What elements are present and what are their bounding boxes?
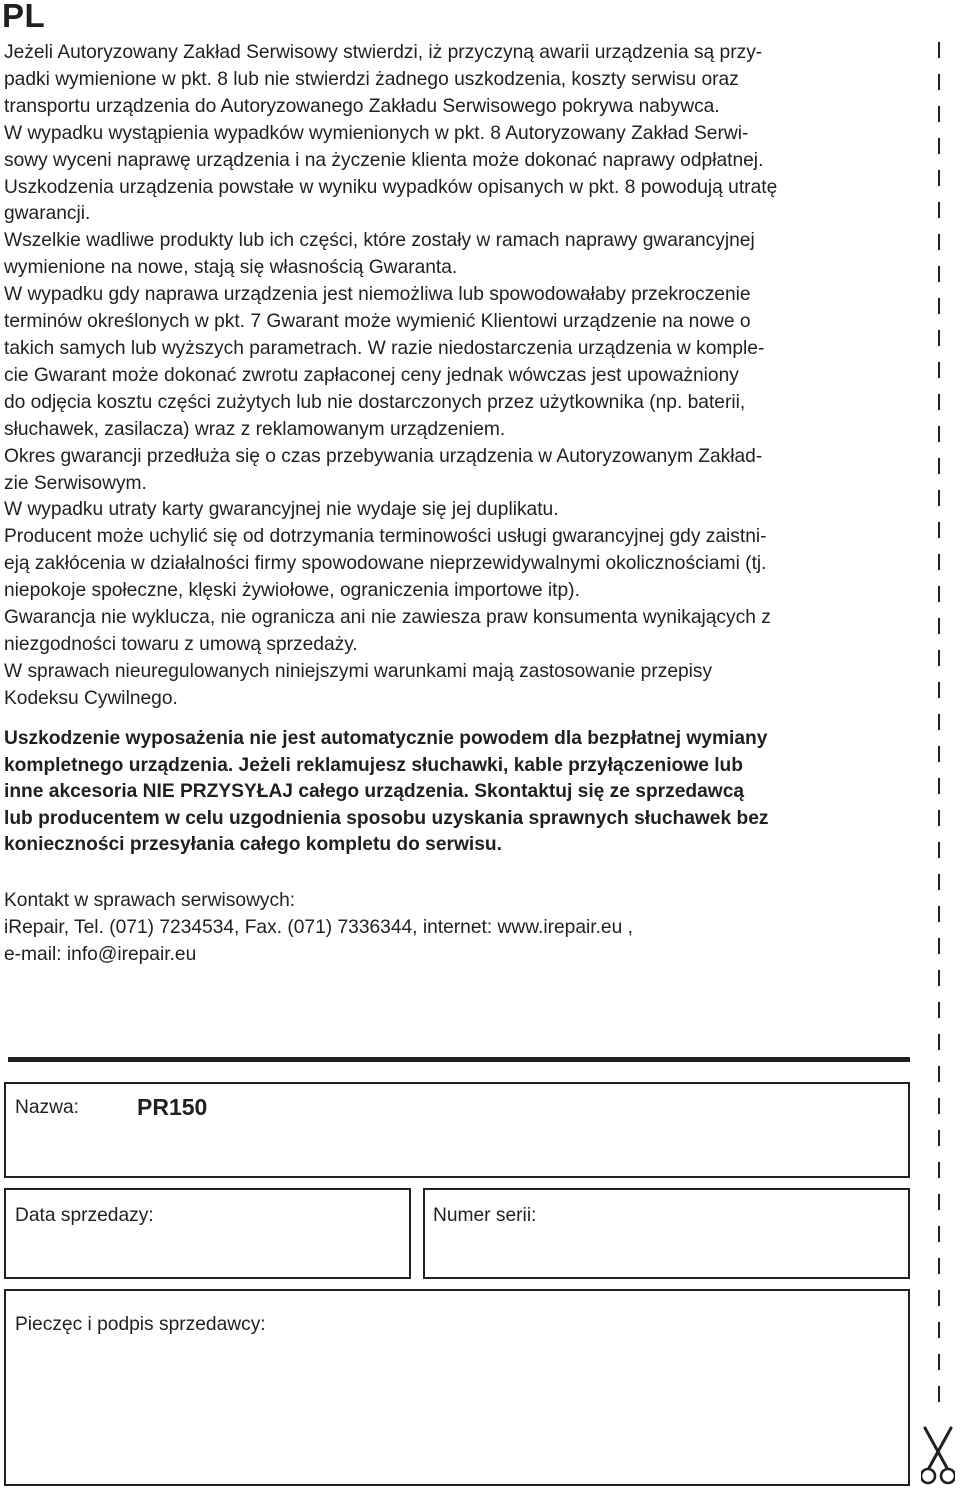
- cut-line-dash: [938, 746, 940, 762]
- cut-line-dash: [938, 362, 940, 378]
- cut-line-dash: [938, 1162, 940, 1178]
- sale-date-box: [4, 1188, 411, 1279]
- cut-line-dash: [938, 266, 940, 282]
- cut-line-dash: [938, 42, 940, 58]
- serial-number-label: Numer serii:: [433, 1205, 537, 1226]
- contact-line: Kontakt w sprawach serwisowych:: [4, 890, 296, 911]
- text-line: niepokoje społeczne, klęski żywiołowe, ograniczenia importowe itp).: [4, 580, 580, 602]
- cut-line-dash: [938, 906, 940, 922]
- cut-line-dash: [938, 1130, 940, 1146]
- serial-number-box: [423, 1188, 910, 1279]
- text-line: terminów określonych w pkt. 7 Gwarant może wymienić Klientowi urządzenie na nowe o: [4, 311, 751, 333]
- cut-line-dash: [938, 106, 940, 122]
- cut-line-dash: [938, 1098, 940, 1114]
- cut-line-dash: [938, 394, 940, 410]
- text-line: Okres gwarancji przedłuża się o czas przebywania urządzenia w Autoryzowanym Zakład-: [4, 445, 763, 467]
- text-line: W sprawach nieuregulowanych niniejszymi warunkami mają zastosowanie przepisy: [4, 660, 713, 682]
- text-line: Uszkodzenia urządzenia powstałe w wyniku wypadków opisanych w pkt. 8 powodują utratę: [4, 176, 778, 198]
- cut-line-dash: [938, 1194, 940, 1210]
- text-line: wymienione na nowe, stają się własnością Gwaranta.: [4, 257, 458, 279]
- language-heading: PL: [2, 0, 46, 34]
- text-line: W wypadku utraty karty gwarancyjnej nie wydaje się jej duplikatu.: [4, 499, 559, 521]
- cut-line-dash: [938, 74, 940, 90]
- notice-line: lub producentem w celu uzgodnienia sposobu uzyskania sprawnych słuchawek bez: [4, 807, 769, 829]
- cut-line-dash: [938, 170, 940, 186]
- cut-line-dash: [938, 618, 940, 634]
- cut-line-dash: [938, 1258, 940, 1274]
- cut-line: [930, 0, 950, 1420]
- cut-line-dash: [938, 202, 940, 218]
- text-line: eją zakłócenia w działalności firmy spowodowane nieprzewidywalnymi okolicznościami (tj.: [4, 553, 767, 575]
- cut-line-dash: [938, 522, 940, 538]
- cut-line-dash: [938, 1034, 940, 1050]
- text-line: gwarancji.: [4, 203, 91, 225]
- cut-line-dash: [938, 1354, 940, 1370]
- accessory-notice: [4, 726, 914, 859]
- text-line: cie Gwarant może dokonać zwrotu zapłaconej ceny jednak wówczas jest upoważniony: [4, 364, 739, 386]
- notice-line: konieczności przesyłania całego kompletu do serwisu.: [4, 834, 502, 856]
- cut-line-dash: [938, 1386, 940, 1402]
- cut-line-dash: [938, 1290, 940, 1306]
- text-line: W wypadku wystąpienia wypadków wymienionych w pkt. 8 Autoryzowany Zakład Serwi-: [4, 122, 749, 144]
- notice-line: inne akcesoria NIE PRZYSYŁAJ całego urządzenia. Skontaktuj się ze sprzedawcą: [4, 781, 745, 803]
- text-line: takich samych lub wyższych parametrach. W razie niedostarczenia urządzenia w komple-: [4, 337, 765, 359]
- warranty-terms-text: [4, 40, 914, 713]
- service-contact: [4, 888, 914, 969]
- cut-line-dash: [938, 330, 940, 346]
- cut-line-dash: [938, 810, 940, 826]
- text-line: sowy wyceni naprawę urządzenia i na życzenie klienta może dokonać naprawy odpłatnej.: [4, 149, 764, 171]
- contact-line: e-mail: info@irepair.eu: [4, 943, 197, 965]
- text-line: do odjęcia kosztu części zużytych lub nie dostarczonych przez użytkownika (np. baterii,: [4, 391, 746, 413]
- cut-line-dash: [938, 938, 940, 954]
- cut-line-dash: [938, 1002, 940, 1018]
- product-name-box: [4, 1082, 910, 1178]
- cut-line-dash: [938, 1322, 940, 1338]
- cut-line-dash: [938, 234, 940, 250]
- text-line: słuchawek, zasilacza) wraz z reklamowanym urządzeniem.: [4, 418, 506, 440]
- section-divider: [8, 1057, 910, 1062]
- cut-line-dash: [938, 138, 940, 154]
- cut-line-dash: [938, 970, 940, 986]
- text-line: Wszelkie wadliwe produkty lub ich części, które zostały w ramach naprawy gwarancyjnej: [4, 230, 755, 252]
- text-line: Kodeksu Cywilnego.: [4, 687, 178, 709]
- text-line: Gwarancja nie wyklucza, nie ogranicza ani nie zawiesza praw konsumenta wynikających z: [4, 607, 771, 629]
- seller-stamp-label: Pieczęc i podpis sprzedawcy:: [15, 1314, 266, 1335]
- name-value: PR150: [137, 1094, 208, 1120]
- cut-line-dash: [938, 298, 940, 314]
- sale-date-label: Data sprzedazy:: [15, 1205, 154, 1226]
- cut-line-dash: [938, 842, 940, 858]
- text-line: padki wymienione w pkt. 8 lub nie stwierdzi żadnego uszkodzenia, koszty serwisu oraz: [4, 68, 739, 90]
- notice-line: Uszkodzenie wyposażenia nie jest automatycznie powodem dla bezpłatnej wymiany: [4, 728, 768, 749]
- text-line: niezgodności towaru z umową sprzedaży.: [4, 633, 358, 655]
- scissors-icon: [921, 1426, 955, 1493]
- cut-line-dash: [938, 682, 940, 698]
- cut-line-dash: [938, 458, 940, 474]
- text-line: Producent może uchylić się od dotrzymania terminowości usługi gwarancyjnej gdy zaistni-: [4, 526, 767, 548]
- cut-line-dash: [938, 586, 940, 602]
- cut-line-dash: [938, 426, 940, 442]
- cut-line-dash: [938, 714, 940, 730]
- cut-line-dash: [938, 778, 940, 794]
- text-line: zie Serwisowym.: [4, 472, 147, 494]
- seller-stamp-box: [4, 1289, 910, 1486]
- text-line: Jeżeli Autoryzowany Zakład Serwisowy stwierdzi, iż przyczyną awarii urządzenia są przy-: [4, 42, 763, 63]
- notice-line: kompletnego urządzenia. Jeżeli reklamujesz słuchawki, kable przyłączeniowe lub: [4, 754, 743, 776]
- cut-line-dash: [938, 554, 940, 570]
- cut-line-dash: [938, 490, 940, 506]
- text-line: transportu urządzenia do Autoryzowanego Zakładu Serwisowego pokrywa nabywca.: [4, 95, 720, 117]
- cut-line-dash: [938, 650, 940, 666]
- contact-line: iRepair, Tel. (071) 7234534, Fax. (071) 7336344, internet: www.irepair.eu ,: [4, 916, 633, 938]
- cut-line-dash: [938, 874, 940, 890]
- cut-line-dash: [938, 1066, 940, 1082]
- text-line: W wypadku gdy naprawa urządzenia jest niemożliwa lub spowodowałaby przekroczenie: [4, 284, 751, 306]
- name-label: Nazwa:: [15, 1097, 79, 1118]
- cut-line-dash: [938, 1226, 940, 1242]
